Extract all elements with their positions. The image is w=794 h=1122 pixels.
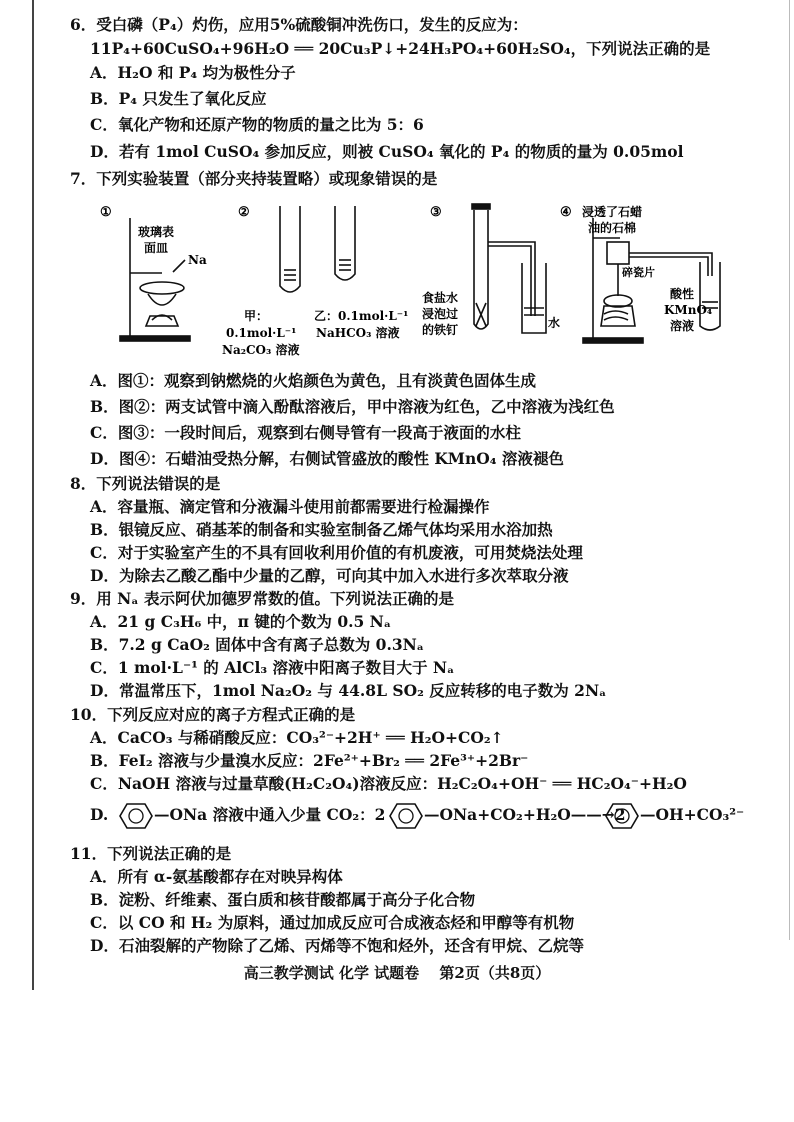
q9-stem: 9．用 Nₐ 表示阿伏加德罗常数的值。下列说法正确的是 (70, 589, 454, 608)
q6-option-a: A．H₂O 和 P₄ 均为极性分子 (90, 63, 296, 82)
q6-equation: 11P₄+60CuSO₄+96H₂O ══ 20Cu₃P↓+24H₃PO₄+60H₂SO₄，下列说法正确的是 (90, 39, 711, 58)
benzene-ring-icon (388, 802, 424, 830)
q9-option-a: A．21 g C₃H₆ 中，π 键的个数为 0.5 Nₐ (90, 612, 392, 631)
q10-option-b: B．FeI₂ 溶液与少量溴水反应：2Fe²⁺+Br₂ ══ 2Fe³⁺+2Br⁻ (90, 751, 529, 770)
fig4-cracking-setup (583, 218, 720, 343)
q10-stem: 10．下列反应对应的离子方程式正确的是 (70, 705, 356, 724)
q11-option-c: C．以 CO 和 H₂ 为原料，通过加成反应可合成液态烃和甲醇等有机物 (90, 913, 575, 932)
q7-stem: 7．下列实验装置（部分夹持装置略）或现象错误的是 (70, 169, 438, 188)
q9-option-d: D．常温常压下，1mol Na₂O₂ 与 44.8L SO₂ 反应转移的电子数为 2Nₐ (90, 681, 607, 700)
fig4-label-solution: 溶液 (670, 319, 695, 333)
q10-option-d-letter: D. (90, 805, 109, 824)
fig1-label-na: Na (188, 253, 207, 267)
q6-stem: 6．受白磷（P₄）灼伤，应用5%硫酸铜冲洗伤口，发生的反应为： (70, 15, 528, 34)
q6-option-d: D．若有 1mol CuSO₄ 参加反应，则被 CuSO₄ 氧化的 P₄ 的物质的量为 0.05mol (90, 142, 684, 161)
q6-option-c: C．氧化产物和还原产物的物质的量之比为 5：6 (90, 115, 424, 134)
fig1-label-glass: 玻璃表 (138, 225, 175, 239)
q8-option-a: A．容量瓶、滴定管和分液漏斗使用前都需要进行检漏操作 (90, 497, 490, 516)
right-edge-line (789, 0, 790, 940)
fig4-label-ceramic: 碎瓷片 (622, 266, 655, 279)
fig3-label-soaked: 浸泡过 (422, 307, 459, 321)
benzene-ring-icon (118, 802, 154, 830)
q11-stem: 11．下列说法正确的是 (70, 844, 232, 863)
q11-option-d: D．石油裂解的产物除了乙烯、丙烯等不饱和烃外，还含有甲烷、乙烷等 (90, 936, 584, 955)
fig3-corrosion-setup (472, 204, 546, 333)
binding-margin-line (32, 0, 34, 990)
fig4-number: ④ (560, 205, 572, 220)
q10-option-d-part1: —ONa 溶液中通入少量 CO₂：2 (154, 805, 386, 824)
q8-option-d: D．为除去乙酸乙酯中少量的乙醇，可向其中加入水进行多次萃取分液 (90, 566, 569, 585)
fig2-label-jia-solution: Na₂CO₃ 溶液 (222, 343, 300, 357)
fig3-label-nail: 的铁钉 (422, 323, 459, 337)
fig1-label-dish: 面皿 (144, 241, 169, 255)
fig4-label-kmno4: KMnO₄ (664, 303, 713, 317)
q7-option-d: D．图④：石蜡油受热分解，右侧试管盛放的酸性 KMnO₄ 溶液褪色 (90, 449, 564, 468)
q11-option-b: B．淀粉、纤维素、蛋白质和核苷酸都属于高分子化合物 (90, 890, 476, 909)
q8-option-b: B．银镜反应、硝基苯的制备和实验室制备乙烯气体均采用水浴加热 (90, 520, 553, 539)
fig3-number: ③ (430, 205, 442, 220)
q8-stem: 8．下列说法错误的是 (70, 474, 221, 493)
fig4-label-paraffin-b: 油的石棉 (588, 221, 637, 235)
q10-option-d-part3: —OH+CO₃²⁻ (640, 805, 745, 824)
q9-option-b: B．7.2 g CaO₂ 固体中含有离子总数为 0.3Nₐ (90, 635, 425, 654)
fig1-number: ① (100, 205, 112, 220)
q7-option-b: B．图②：两支试管中滴入酚酞溶液后，甲中溶液为红色，乙中溶液为浅红色 (90, 397, 615, 416)
q7-option-c: C．图③：一段时间后，观察到右侧导管有一段高于液面的水柱 (90, 423, 521, 442)
q6-option-b: B．P₄ 只发生了氧化反应 (90, 89, 267, 108)
fig4-label-acidic: 酸性 (670, 287, 695, 301)
fig4-label-paraffin-a: 浸透了石蜡 (582, 205, 643, 219)
q10-option-c: C．NaOH 溶液与过量草酸(H₂C₂O₄)溶液反应：H₂C₂O₄+OH⁻ ══ HC₂O₄⁻+H₂O (90, 774, 687, 793)
fig2-label-jia-name: 甲： (244, 309, 269, 323)
q7-option-a: A．图①：观察到钠燃烧的火焰颜色为黄色，且有淡黄色固体生成 (90, 371, 537, 390)
fig2-label-yi-solution: NaHCO₃ 溶液 (316, 326, 400, 340)
fig2-label-yi-conc: 乙：0.1mol·L⁻¹ (314, 309, 409, 323)
q9-option-c: C．1 mol·L⁻¹ 的 AlCl₃ 溶液中阳离子数目大于 Nₐ (90, 658, 455, 677)
fig2-test-tubes (280, 206, 355, 292)
benzene-ring-icon (604, 802, 640, 830)
q11-option-a: A．所有 α-氨基酸都存在对映异构体 (90, 867, 343, 886)
q10-option-d-part2: —ONa+CO₂+H₂O——→2 (424, 805, 626, 824)
q7-apparatus-figure (100, 198, 750, 373)
q8-option-c: C．对于实验室产生的不具有回收利用价值的有机废液，可用焚烧法处理 (90, 543, 583, 562)
fig3-label-saltwater: 食盐水 (422, 291, 459, 305)
fig3-label-water: 水 (548, 316, 561, 330)
page-footer: 高三教学测试 化学 试题卷 第2页（共8页） (243, 964, 551, 982)
fig2-number: ② (238, 205, 250, 220)
q10-option-a: A．CaCO₃ 与稀硝酸反应：CO₃²⁻+2H⁺ ══ H₂O+CO₂↑ (90, 728, 504, 747)
fig2-label-jia-conc: 0.1mol·L⁻¹ (226, 326, 297, 340)
